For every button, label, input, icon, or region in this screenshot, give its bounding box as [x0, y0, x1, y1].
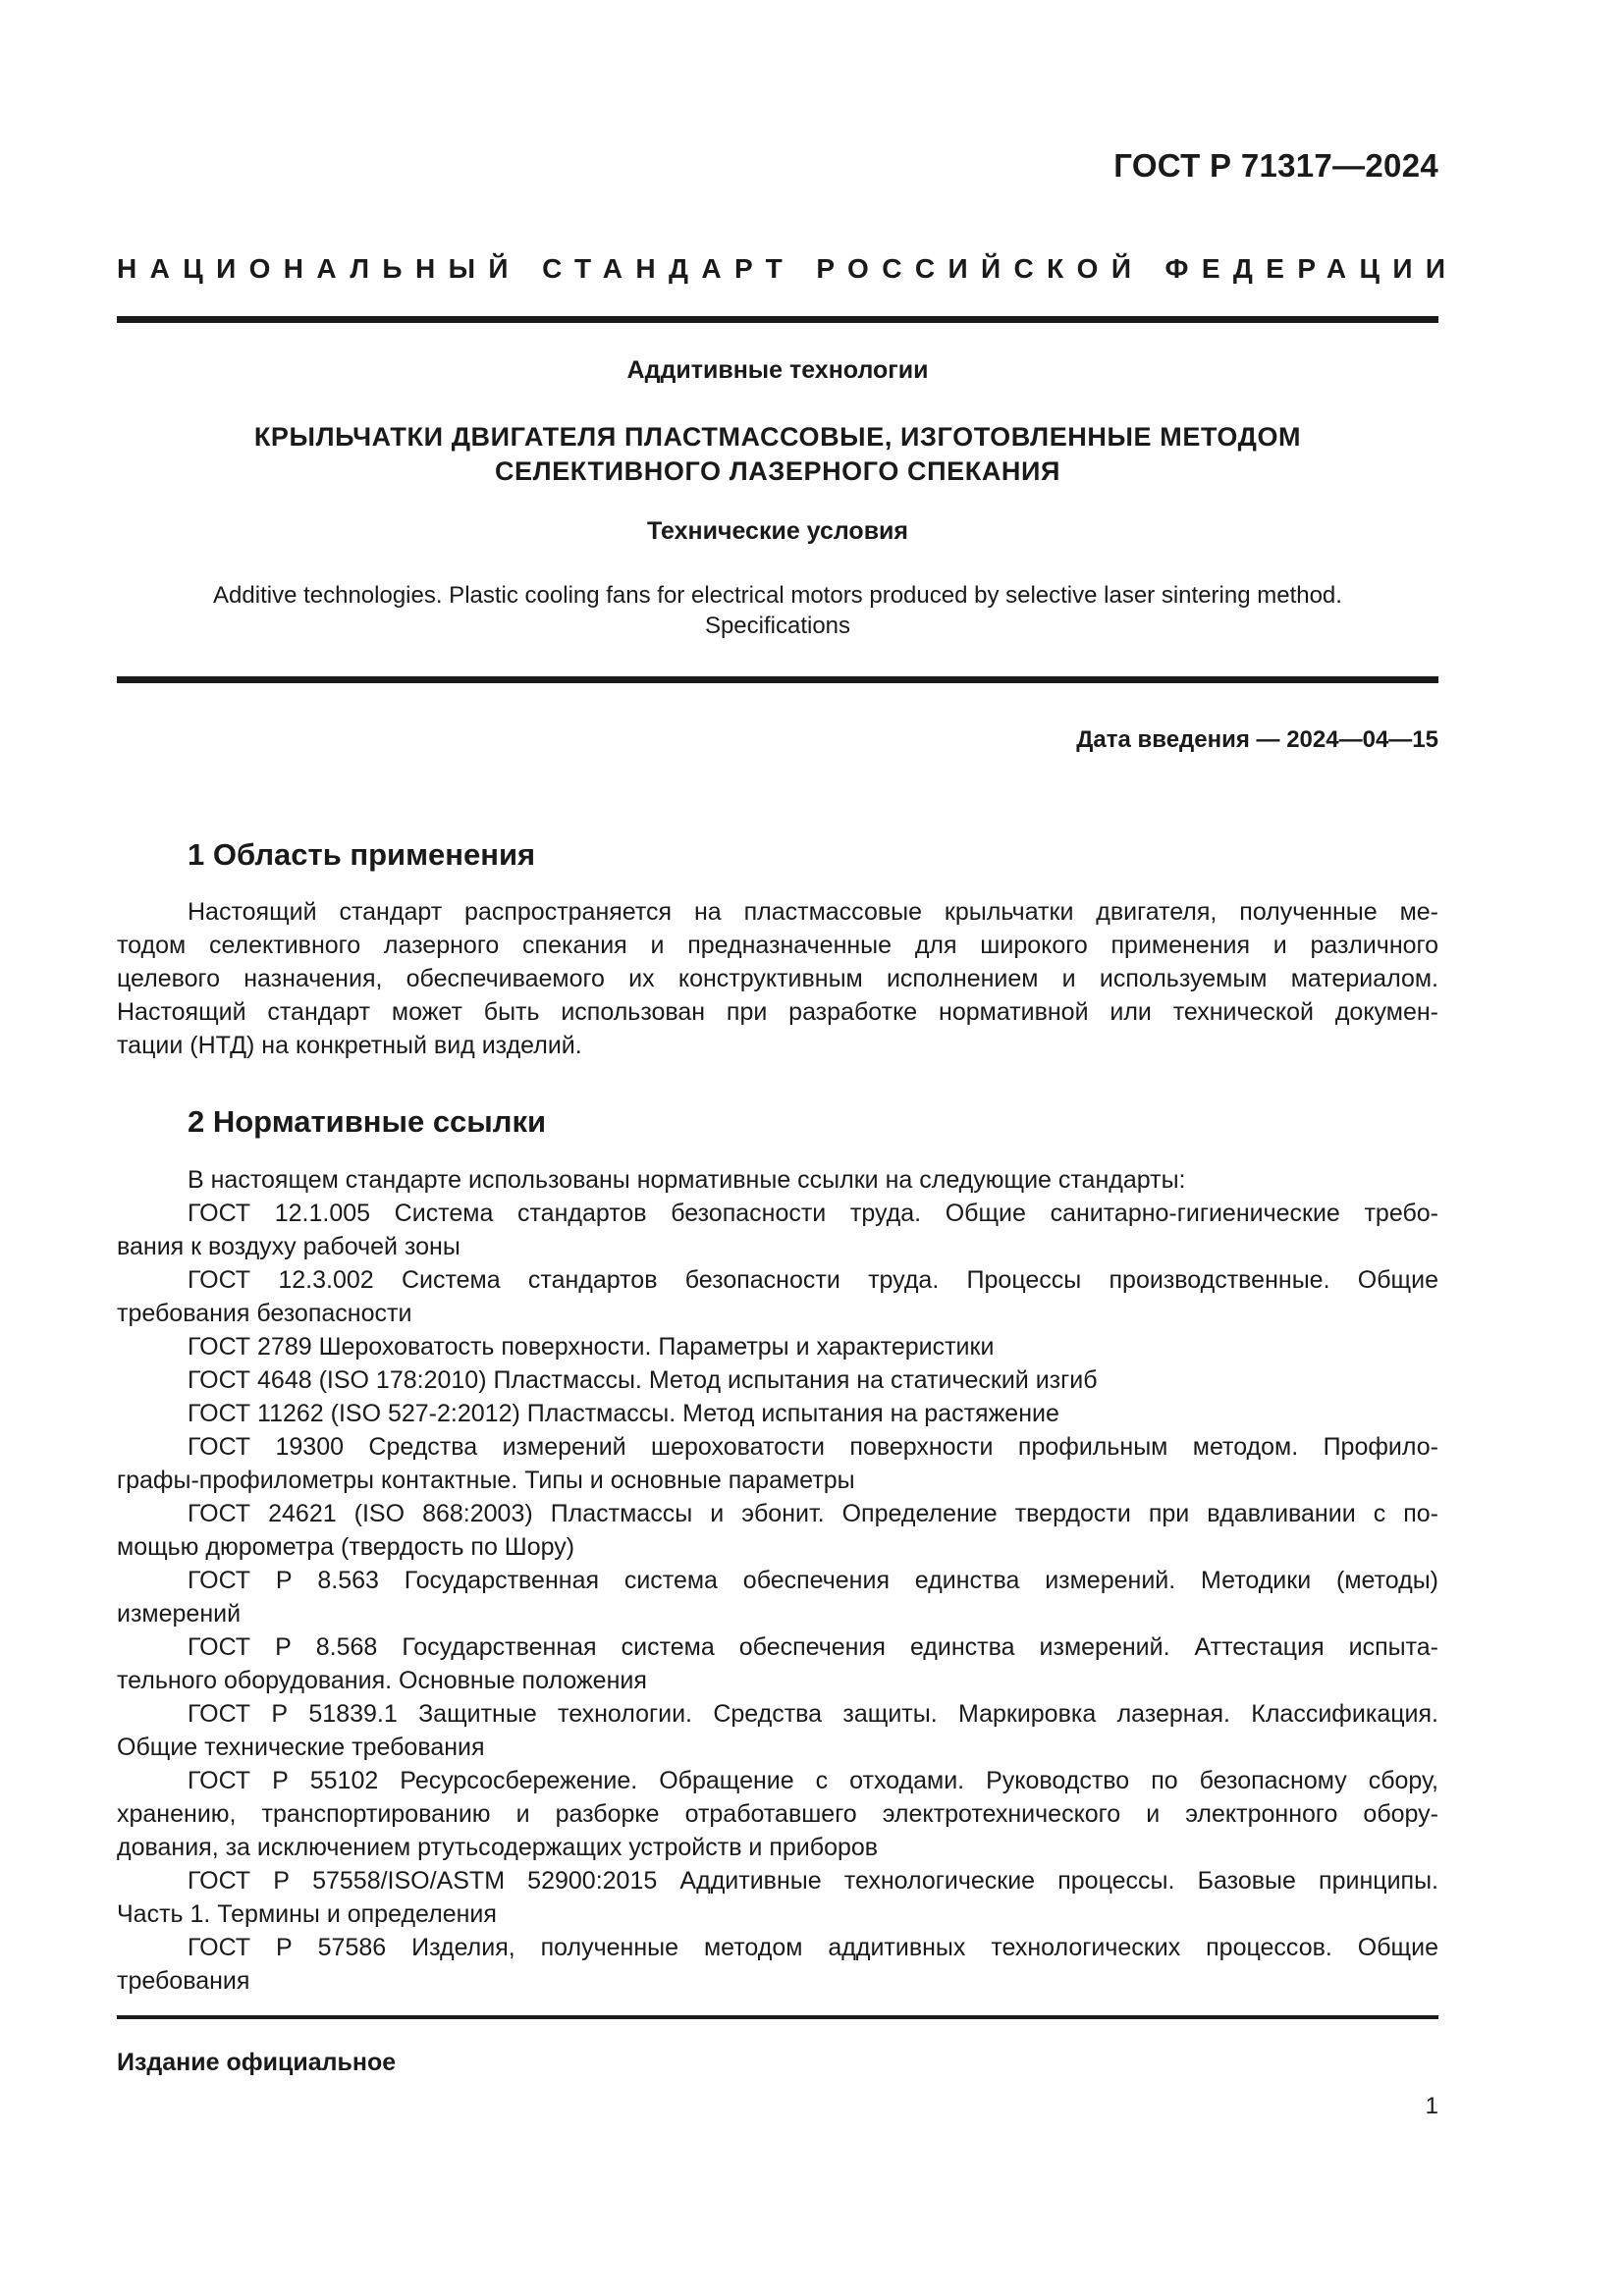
introduction-date: Дата введения — 2024—04—15	[1076, 726, 1438, 753]
english-title	[117, 580, 1438, 641]
reference-item	[117, 1764, 1438, 1864]
page-number: 1	[1425, 2093, 1438, 2119]
text-line: вания к воздуху рабочей зоны	[117, 1233, 460, 1260]
text-line: Общие технические требования	[117, 1734, 485, 1761]
text-line: ГОСТ 11262 (ISO 527-2:2012) Пластмассы. Метод испытания на растяжение	[188, 1400, 1059, 1427]
scope-paragraph	[117, 895, 1438, 1062]
subject-heading: Аддитивные технологии	[626, 356, 929, 384]
section-heading-scope: 1 Область применения	[188, 837, 536, 872]
text-line: ГОСТ 2789 Шероховатость поверхности. Параметры и характеристики	[188, 1333, 995, 1361]
text-line: ГОСТ 12.1.005 Система стандартов безопасности труда. Общие санитарно-гигиенические требо-	[188, 1200, 1438, 1227]
references-intro	[117, 1163, 1438, 1197]
reference-item	[117, 1564, 1438, 1630]
reference-item	[117, 1263, 1438, 1330]
english-title-line: Additive technologies. Plastic cooling fans for electrical motors produced by selective laser sintering method.	[213, 582, 1342, 609]
top-divider	[117, 316, 1438, 323]
text-line: хранению, транспортированию и разборке отработавшего электротехнического и электронного обору-	[117, 1800, 1438, 1828]
section-scope-body	[117, 895, 1438, 1062]
text-line: тодом селективного лазерного спекания и предназначенные для широкого применения и различного	[117, 932, 1438, 959]
text-line: тации (НТД) на конкретный вид изделий.	[117, 1032, 582, 1059]
standard-title	[117, 420, 1438, 489]
text-line: ГОСТ 24621 (ISO 868:2003) Пластмассы и эбонит. Определение твердости при вдавливании с по-	[188, 1500, 1438, 1527]
text-line: ГОСТ Р 8.563 Государственная система обеспечения единства измерений. Методики (методы)	[188, 1567, 1438, 1594]
text-line: тельного оборудования. Основные положения	[117, 1667, 647, 1694]
text-line: целевого назначения, обеспечиваемого их конструктивным исполнением и используемым материалом.	[117, 965, 1438, 992]
standard-title-line: КРЫЛЬЧАТКИ ДВИГАТЕЛЯ ПЛАСТМАССОВЫЕ, ИЗГОТОВЛЕННЫЕ МЕТОДОМ	[253, 422, 1302, 452]
official-edition-label: Издание официальное	[117, 2049, 397, 2076]
reference-item	[117, 1497, 1438, 1564]
text-line: ГОСТ Р 55102 Ресурсосбережение. Обращение с отходами. Руководство по безопасному сбору,	[188, 1767, 1438, 1794]
document-page	[117, 0, 1459, 2296]
reference-item	[117, 1363, 1438, 1397]
reference-item	[117, 1697, 1438, 1764]
text-line: Настоящий стандарт может быть использован при разработке нормативной или технической докумен-	[117, 998, 1438, 1026]
text-line: ГОСТ Р 57586 Изделия, полученные методом аддитивных технологических процессов. Общие	[188, 1934, 1438, 1961]
specifications-label: Технические условия	[646, 517, 909, 545]
reference-item	[117, 1330, 1438, 1363]
text-line: Настоящий стандарт распространяется на пластмассовые крыльчатки двигателя, полученные ме-	[188, 898, 1438, 926]
reference-item	[117, 1397, 1438, 1430]
references-list	[117, 1197, 1438, 1998]
text-line: ГОСТ 4648 (ISO 178:2010) Пластмассы. Метод испытания на статический изгиб	[188, 1366, 1098, 1394]
text-line: ГОСТ Р 8.568 Государственная система обеспечения единства измерений. Аттестация испыта-	[188, 1633, 1438, 1661]
text-line: ГОСТ 12.3.002 Система стандартов безопасности труда. Процессы производственные. Общие	[188, 1266, 1438, 1294]
reference-item	[117, 1430, 1438, 1497]
text-line: Часть 1. Термины и определения	[117, 1900, 497, 1928]
text-line: ГОСТ Р 51839.1 Защитные технологии. Средства защиты. Маркировка лазерная. Классификация.	[188, 1700, 1438, 1728]
middle-divider	[117, 676, 1438, 683]
reference-item	[117, 1197, 1438, 1263]
text-line: ГОСТ 19300 Средства измерений шероховатости поверхности профильным методом. Профило-	[188, 1433, 1438, 1461]
text-line: мощью дюрометра (твердость по Шору)	[117, 1533, 575, 1561]
reference-item	[117, 1630, 1438, 1697]
document-number: ГОСТ Р 71317—2024	[1113, 147, 1438, 184]
english-title-line: Specifications	[704, 613, 851, 639]
text-line: В настоящем стандарте использованы нормативные ссылки на следующие стандарты:	[188, 1166, 1186, 1194]
bottom-divider	[117, 2015, 1438, 2019]
standard-title-line: СЕЛЕКТИВНОГО ЛАЗЕРНОГО СПЕКАНИЯ	[494, 456, 1061, 486]
national-standard-title: НАЦИОНАЛЬНЫЙ СТАНДАРТ РОССИЙСКОЙ ФЕДЕРАЦИИ	[117, 253, 1459, 284]
reference-item	[117, 1931, 1438, 1998]
text-line: измерений	[117, 1600, 242, 1628]
section-heading-references: 2 Нормативные ссылки	[188, 1104, 547, 1139]
text-line: графы-профилометры контактные. Типы и основные параметры	[117, 1467, 855, 1494]
text-line: требования безопасности	[117, 1300, 412, 1327]
section-references-body	[117, 1163, 1438, 1998]
text-line: ГОСТ Р 57558/ISO/ASTM 52900:2015 Аддитивные технологические процессы. Базовые принципы.	[188, 1867, 1438, 1895]
text-line: требования	[117, 1967, 250, 1995]
reference-item	[117, 1864, 1438, 1931]
text-line: дования, за исключением ртутьсодержащих устройств и приборов	[117, 1834, 879, 1861]
